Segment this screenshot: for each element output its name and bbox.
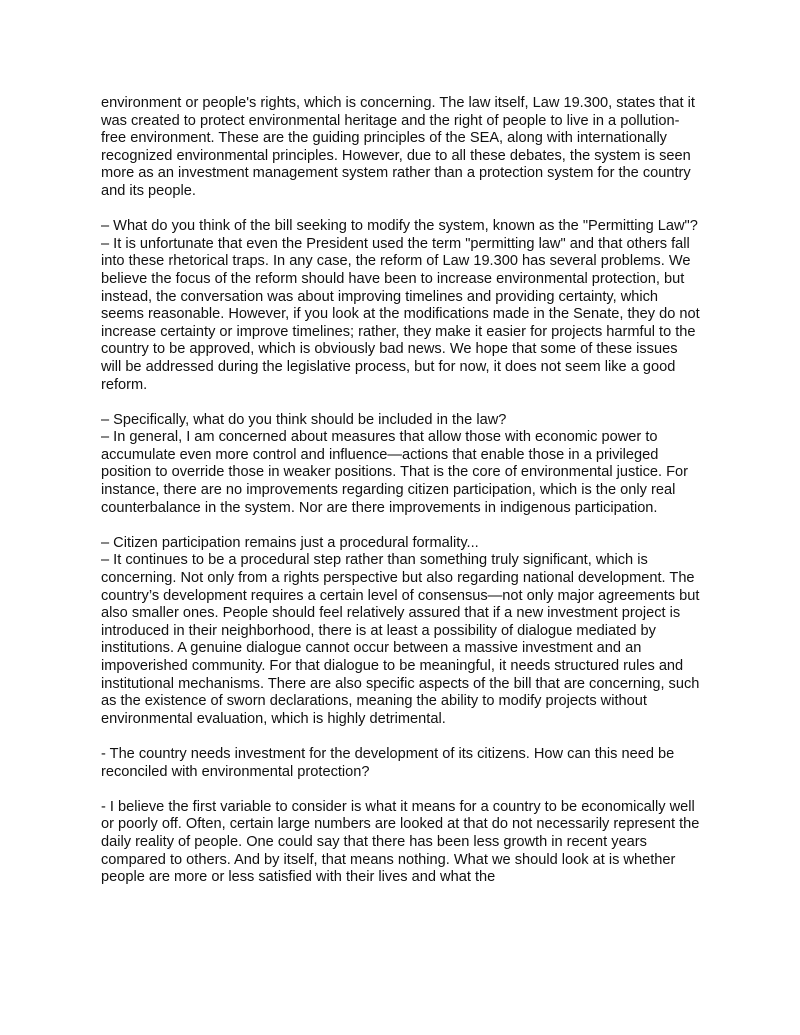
question-permitting-law: – What do you think of the bill seeking to modify the system, known as the "Permitting Law"? xyxy=(101,218,698,235)
paragraph-gap xyxy=(101,517,701,535)
paragraph-gap xyxy=(101,728,701,746)
question-investment: - The country needs investment for the development of its citizens. How can this need be reconciled with environmental protection? xyxy=(101,745,675,780)
paragraph-intro: environment or people's rights, which is concerning. The law itself, Law 19.300, states that it was created to protect environmental heritage and the right of people to live in a pollution-free environment. These are the guiding principles of the SEA, along with internationally recognized environmental principles. However, due to all these debates, the system is seen more as an investment management system rather than a protection system for the country and its people. xyxy=(101,95,695,199)
answer-investment: - I believe the first variable to consider is what it means for a country to be economically well or poorly off. Often, certain large numbers are looked at that do not necessarily represent the daily reality of people. One could say that there has been less growth in recent years compared to others. And by itself, that means nothing. What we should look at is whether people are more or less satisfied with their lives and what the xyxy=(101,798,700,886)
question-law-contents: – Specifically, what do you think should be included in the law? xyxy=(101,411,507,428)
answer-citizen-participation: – It continues to be a procedural step rather than something truly significant, which is concerning. Not only from a rights perspective but also regarding national development. The country’s development requires a certain level of consensus—not only major agreements but also smaller ones. People should feel relatively assured that if a new investment project is introduced in their neighborhood, there is at least a possibility of dialogue mediated by institutions. A genuine dialogue cannot occur between a massive investment and an impoverished community. For that dialogue to be meaningful, it needs structured rules and institutional mechanisms. There are also specific aspects of the bill that are concerning, such as the existence of sworn declarations, meaning the ability to modify projects without environmental evaluation, which is highly detrimental. xyxy=(101,552,700,727)
question-citizen-participation: – Citizen participation remains just a procedural formality... xyxy=(101,534,479,551)
paragraph-gap xyxy=(101,201,701,219)
paragraph-gap xyxy=(101,394,701,412)
document-body xyxy=(101,95,701,887)
answer-permitting-law: – It is unfortunate that even the President used the term "permitting law" and that others fall into these rhetorical traps. In any case, the reform of Law 19.300 has several problems. We believe the focus of the reform should have been to increase environmental protection, but instead, the conversation was about improving timelines and providing certainty, which seems reasonable. However, if you look at the modifications made in the Senate, they do not increase certainty or improve timelines; rather, they make it easier for projects harmful to the country to be approved, which is obviously bad news. We hope that some of these issues will be addressed during the legislative process, but for now, it does not seem like a good reform. xyxy=(101,235,700,393)
paragraph-gap xyxy=(101,781,701,799)
answer-law-contents: – In general, I am concerned about measures that allow those with economic power to accumulate even more control and influence—actions that enable those in a privileged position to override those in weaker positions. That is the core of environmental justice. For instance, there are no improvements regarding citizen participation, which is the only real counterbalance in the system. Nor are there improvements in indigenous participation. xyxy=(101,429,689,516)
